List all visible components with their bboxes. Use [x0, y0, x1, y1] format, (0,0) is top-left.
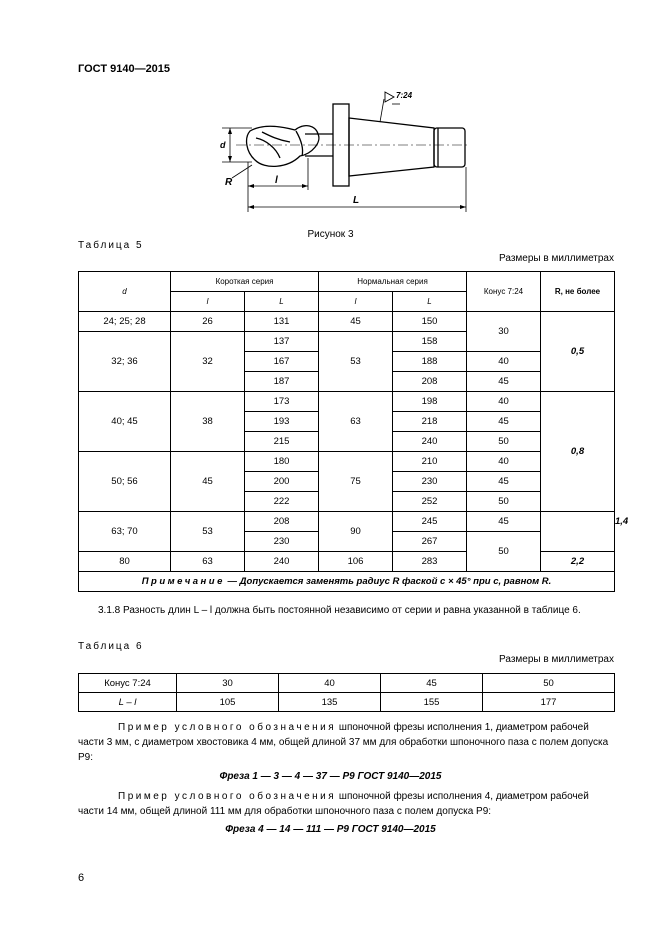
- working-length-label: l: [275, 175, 278, 186]
- normal-L-header: L: [393, 292, 467, 312]
- example-1-paragraph: [78, 720, 614, 765]
- cell-d: 40; 45: [79, 392, 171, 452]
- cell-r: 0,8: [541, 392, 615, 512]
- cell-short-L: 200: [245, 472, 319, 492]
- cell-cone: 45: [467, 472, 541, 492]
- example-1-designation: Фреза 1 — 3 — 4 — 37 — Р9 ГОСТ 9140—2015: [219, 771, 442, 782]
- cell-short-L: 131: [245, 312, 319, 332]
- cell-short-l: 53: [171, 512, 245, 552]
- cone-value-cell: 30: [177, 674, 279, 693]
- cell-normal-l: 45: [319, 312, 393, 332]
- document-header: ГОСТ 9140—2015: [78, 63, 171, 75]
- cell-normal-l: 63: [319, 392, 393, 452]
- cell-short-l: 38: [171, 392, 245, 452]
- example-2-designation: Фреза 4 — 14 — 111 — Р9 ГОСТ 9140—2015: [225, 824, 436, 835]
- cell-d: 32; 36: [79, 332, 171, 392]
- table-row: [79, 312, 615, 332]
- table5-note: [79, 572, 615, 592]
- radius-label: R: [225, 177, 233, 188]
- table-row: [79, 674, 615, 693]
- cell-r: 0,5: [541, 312, 615, 392]
- example-2-text: шпоночной фрезы исполнения 4, диаметром рабочей части 14 мм, общей длиной 111 мм для обработки шпоночного паза с полем допуска Р9:: [78, 791, 589, 817]
- cell-short-l: 32: [171, 332, 245, 392]
- cell-short-L: 180: [245, 452, 319, 472]
- cell-normal-L: 283: [393, 552, 467, 572]
- cell-normal-L: 158: [393, 332, 467, 352]
- cell-normal-L: 240: [393, 432, 467, 452]
- length-diff-cell: 155: [381, 693, 483, 712]
- example-1-text: шпоночной фрезы исполнения 1, диаметром рабочей части 3 мм, с диаметром хвостовика 4 мм, общей длиной 37 мм для обработки шпоночного паза с полем допуска Р9:: [78, 722, 609, 763]
- cell-short-L: 230: [245, 532, 319, 552]
- note-text: — Допускается заменять радиус R фаской с × 45° при с, равном R.: [224, 576, 552, 587]
- normal-l-header: l: [319, 292, 393, 312]
- cell-normal-L: 245: [393, 512, 467, 532]
- cell-d: 50; 56: [79, 452, 171, 512]
- cell-cone: 50: [467, 432, 541, 452]
- table-row: [79, 452, 615, 472]
- cone-value-cell: 45: [381, 674, 483, 693]
- cell-cone: 40: [467, 352, 541, 372]
- table5-caption: Таблица 5: [78, 240, 144, 251]
- cell-short-L: 167: [245, 352, 319, 372]
- cell-normal-L: 230: [393, 472, 467, 492]
- table5: [78, 271, 629, 592]
- figure-caption: Рисунок 3: [307, 229, 354, 240]
- short-l-header: l: [171, 292, 245, 312]
- table5-units: Размеры в миллиметрах: [499, 253, 614, 264]
- cell-cone: 45: [467, 372, 541, 392]
- cell-cone: 50: [467, 492, 541, 512]
- cell-short-L: 187: [245, 372, 319, 392]
- cell-normal-L: 208: [393, 372, 467, 392]
- length-diff-cell: 135: [279, 693, 381, 712]
- cell-normal-L: 150: [393, 312, 467, 332]
- cone-header: Конус 7:24: [467, 272, 541, 312]
- normal-series-header: Нормальная серия: [319, 272, 467, 292]
- cell-normal-l: 106: [319, 552, 393, 572]
- example-1-lead: Пример условного обозначения: [118, 722, 337, 733]
- total-length-label: L: [353, 195, 360, 206]
- cell-normal-L: 188: [393, 352, 467, 372]
- length-diff-label-cell: L – l: [79, 693, 177, 712]
- col-d-header: d: [79, 272, 171, 312]
- cone-label-cell: Конус 7:24: [79, 674, 177, 693]
- table-row: [79, 512, 615, 532]
- cell-d: 63; 70: [79, 512, 171, 552]
- cell-short-L: 173: [245, 392, 319, 412]
- cell-short-l: 26: [171, 312, 245, 332]
- page-number: 6: [78, 872, 85, 884]
- diameter-label: d: [220, 140, 226, 150]
- cell-normal-L: 218: [393, 412, 467, 432]
- table6-units: Размеры в миллиметрах: [499, 654, 614, 665]
- table-row: [79, 392, 615, 412]
- cell-cone: 40: [467, 392, 541, 412]
- cell-normal-L: 267: [393, 532, 467, 552]
- length-diff-cell: 105: [177, 693, 279, 712]
- cell-short-L: 208: [245, 512, 319, 532]
- paragraph-3-1-8: 3.1.8 Разность длин L – l должна быть постоянной независимо от серии и равна указанной в таблице 6.: [98, 605, 581, 616]
- cell-short-L: 215: [245, 432, 319, 452]
- cell-normal-l: 53: [319, 332, 393, 392]
- taper-shank: [349, 118, 434, 176]
- table6: [78, 673, 615, 712]
- length-diff-cell: 177: [483, 693, 615, 712]
- cell-cone: 40: [467, 452, 541, 472]
- r-header: R, не более: [541, 272, 615, 312]
- cell-cone: 30: [467, 312, 541, 352]
- cell-d: 24; 25; 28: [79, 312, 171, 332]
- cell-normal-l: 75: [319, 452, 393, 512]
- cell-short-L: 137: [245, 332, 319, 352]
- cell-cone: 50: [467, 532, 541, 572]
- cell-normal-l: 90: [319, 512, 393, 552]
- cell-short-L: 222: [245, 492, 319, 512]
- cell-normal-L: 198: [393, 392, 467, 412]
- note-label: Примечание: [141, 576, 225, 587]
- figure-3-drawing: [215, 85, 475, 220]
- cell-short-L: 193: [245, 412, 319, 432]
- cell-d: 80: [79, 552, 171, 572]
- cell-cone: 45: [467, 512, 541, 532]
- example-2-paragraph: [78, 789, 614, 819]
- example-2-lead: Пример условного обозначения: [118, 791, 337, 802]
- taper-ratio-label: 7:24: [396, 91, 413, 100]
- cone-value-cell: 40: [279, 674, 381, 693]
- cell-short-L: 240: [245, 552, 319, 572]
- table6-caption: Таблица 6: [78, 641, 144, 652]
- table-note-row: [79, 572, 615, 592]
- table-row: 222 252 50 1,4: [79, 492, 615, 512]
- cone-value-cell: 50: [483, 674, 615, 693]
- short-L-header: L: [245, 292, 319, 312]
- cell-r: 2,2: [541, 552, 615, 572]
- cell-cone: 45: [467, 412, 541, 432]
- short-series-header: Короткая серия: [171, 272, 319, 292]
- cell-short-l: 63: [171, 552, 245, 572]
- cell-short-l: 45: [171, 452, 245, 512]
- table-row: [79, 693, 615, 712]
- cell-normal-L: 252: [393, 492, 467, 512]
- cell-normal-L: 210: [393, 452, 467, 472]
